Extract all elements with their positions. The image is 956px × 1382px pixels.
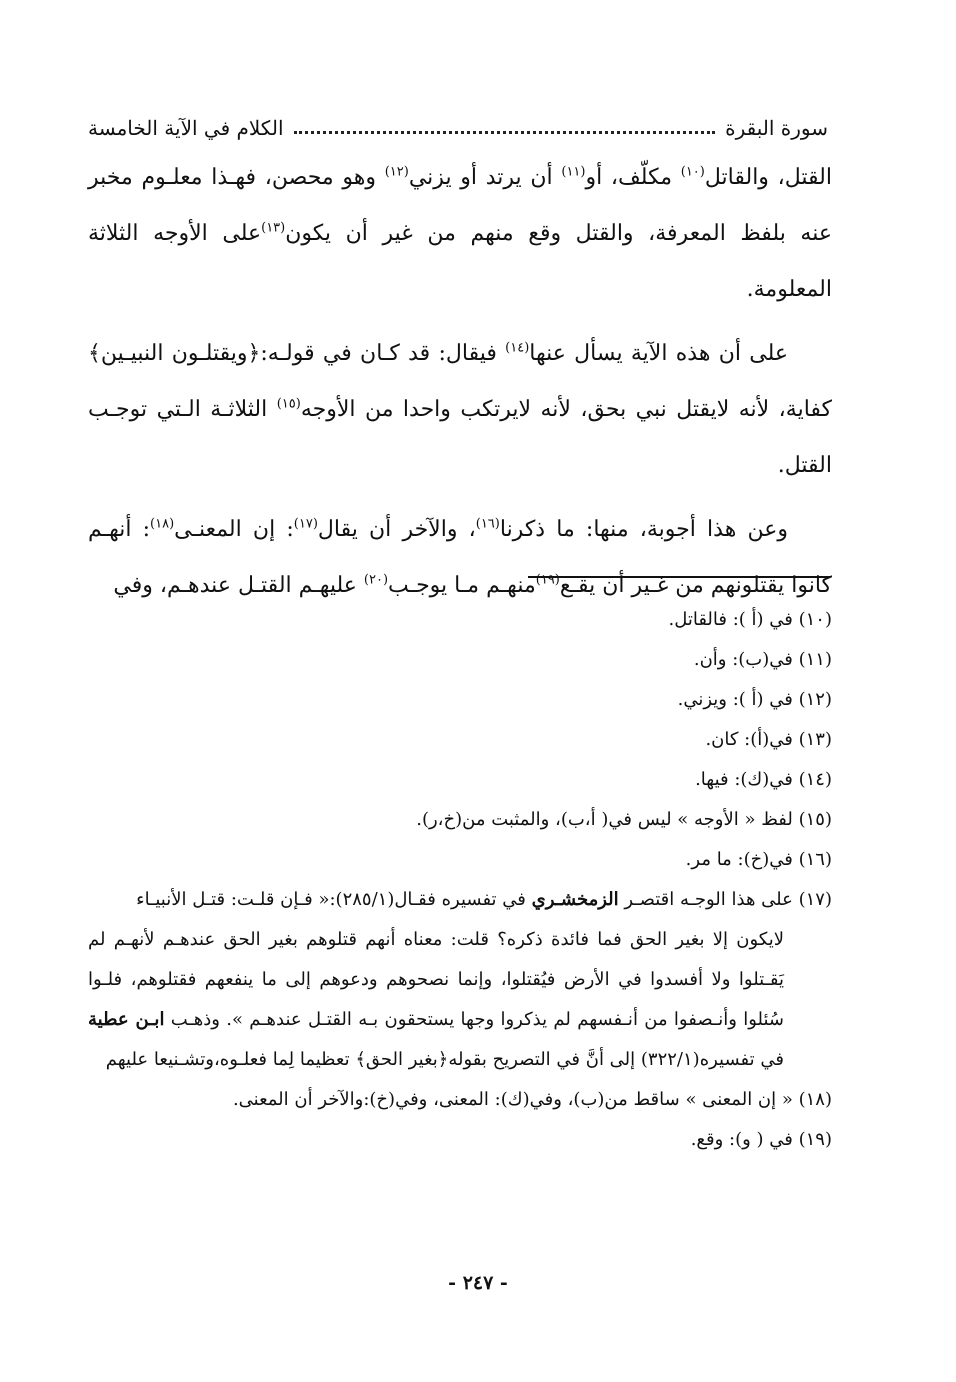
footnote-17 — [88, 880, 832, 1080]
footnote-separator — [528, 576, 830, 578]
footnote-16: (١٦) في(خ): ما مر. — [685, 849, 832, 870]
text-run: : أنهـم كانوا يقتلونهم من غـير أن يقـع — [88, 517, 832, 598]
footnote-ref: (١٣) — [261, 220, 286, 236]
page-number: - ٢٤٧ - — [448, 1272, 508, 1294]
text-run: (١٧) على هذا الوجـه اقتصـر — [618, 889, 832, 910]
footnote-ref: (١٥) — [276, 396, 301, 412]
footnote-19: (١٩) في ( و): وقع. — [690, 1129, 832, 1150]
footnotes — [88, 600, 832, 1160]
footnote-17-continuation — [88, 920, 832, 1080]
author-name: ابـن عطية — [88, 1009, 165, 1030]
header-surah-title: سورة البقرة — [725, 116, 828, 140]
text-run: وعن هذا أجوبة، منها: ما ذكرنا — [499, 517, 788, 542]
text-run: الثلاثـة الـتي توجـب القتل. — [88, 397, 832, 478]
footnote-11: (١١) في(ب): وأن. — [693, 649, 832, 670]
text-run: في تفسيره(٣٢٢/١) إلى أنَّ في التصريح بقوله﴿بغير الحق﴾ تعظيما لِما فعلـوه،وتشـنيعا عليهم — [105, 1049, 784, 1070]
footnote-10: (١٠) في (أ ): فالقاتل. — [668, 609, 832, 630]
footnote-ref: (١٧) — [293, 516, 318, 532]
text-run: لايكون إلا بغير الحق فما فائدة ذكره؟ قلت: معناه أنهم قتلوهم بغير الحق عندهـم لأنهـم لم يَقـتلوا ولا أفسدوا في الأرض فيُقتلوا، وإنما نصحوهم ودعوهم إلى ما ينفعهم فقتلوهم، فلـوا سُئلوا وأنـصفوا من أنـفسهم لم يذكروا وجها يستحقون بـه القتـل عندهـم ». وذهـب — [88, 929, 785, 1030]
text-run: أن يرتد أو يزني — [408, 165, 562, 190]
header-section-title: الكلام في الآية الخامسة — [88, 116, 284, 140]
text-run: ، والآخر أن يقال — [317, 517, 476, 542]
footnote-ref: (١٦) — [475, 516, 500, 532]
author-name: الزمخشـري — [531, 889, 619, 910]
text-run: فيقال: قد كـان في قولـه:﴿ويقتلـون النبيـين﴾ كفاية، لأنه لايقتل نبي بحق، لأنه لايرتكب واحدا من الأوجه — [88, 341, 832, 422]
text-run: في تفسيره فقـال(٢٨٥/١):« فـإن قلـت: قتـل الأنبيـاء — [136, 889, 532, 910]
paragraph-2 — [88, 326, 832, 494]
text-run: عليهـم القتـل عندهـم، وفي — [113, 573, 364, 598]
footnote-ref: (١٨) — [150, 516, 175, 532]
header-dot-leader — [294, 131, 716, 134]
paragraph-1 — [88, 150, 832, 318]
footnote-ref: (٢٠) — [363, 572, 389, 588]
main-text — [88, 150, 832, 622]
footnote-ref: (١١) — [561, 164, 586, 180]
text-run: وهو محصن، فهـذا معلـوم مخبر عنه بلفظ المعرفة، والقتل وقع منهم من غير أن يكون — [88, 165, 832, 246]
text-run: منهـم مـا يوجـب — [388, 573, 536, 598]
text-run: على الأوجه الثلاثة المعلومة. — [88, 221, 832, 302]
footnote-ref: (١٤) — [505, 340, 530, 356]
text-run: على أن هذه الآية يسأل عنها — [529, 341, 789, 366]
footnote-15: (١٥) لفظ « الأوجه » ليس في( أ،ب)، والمثبت من(خ،ر). — [416, 809, 832, 830]
footnote-18: (١٨) « إن المعنى » ساقط من(ب)، وفي(ك): المعنى، وفي(خ):والآخر أن المعنى. — [232, 1089, 832, 1110]
footnote-ref: (١٩) — [535, 572, 560, 588]
footnote-13: (١٣) في(أ): كان. — [705, 729, 832, 750]
footnote-ref: (١٠) — [680, 164, 705, 180]
text-run: القتل، والقاتل — [704, 165, 832, 190]
footnote-12: (١٢) في (أ ): ويزني. — [677, 689, 832, 710]
footnote-ref: (١٢) — [384, 164, 409, 180]
text-run: : إن المعنـى — [174, 517, 294, 542]
running-header — [88, 104, 828, 140]
paragraph-3 — [88, 502, 832, 614]
text-run: مكلّف، أو — [585, 165, 681, 190]
footnote-14: (١٤) في(ك): فيها. — [695, 769, 832, 790]
